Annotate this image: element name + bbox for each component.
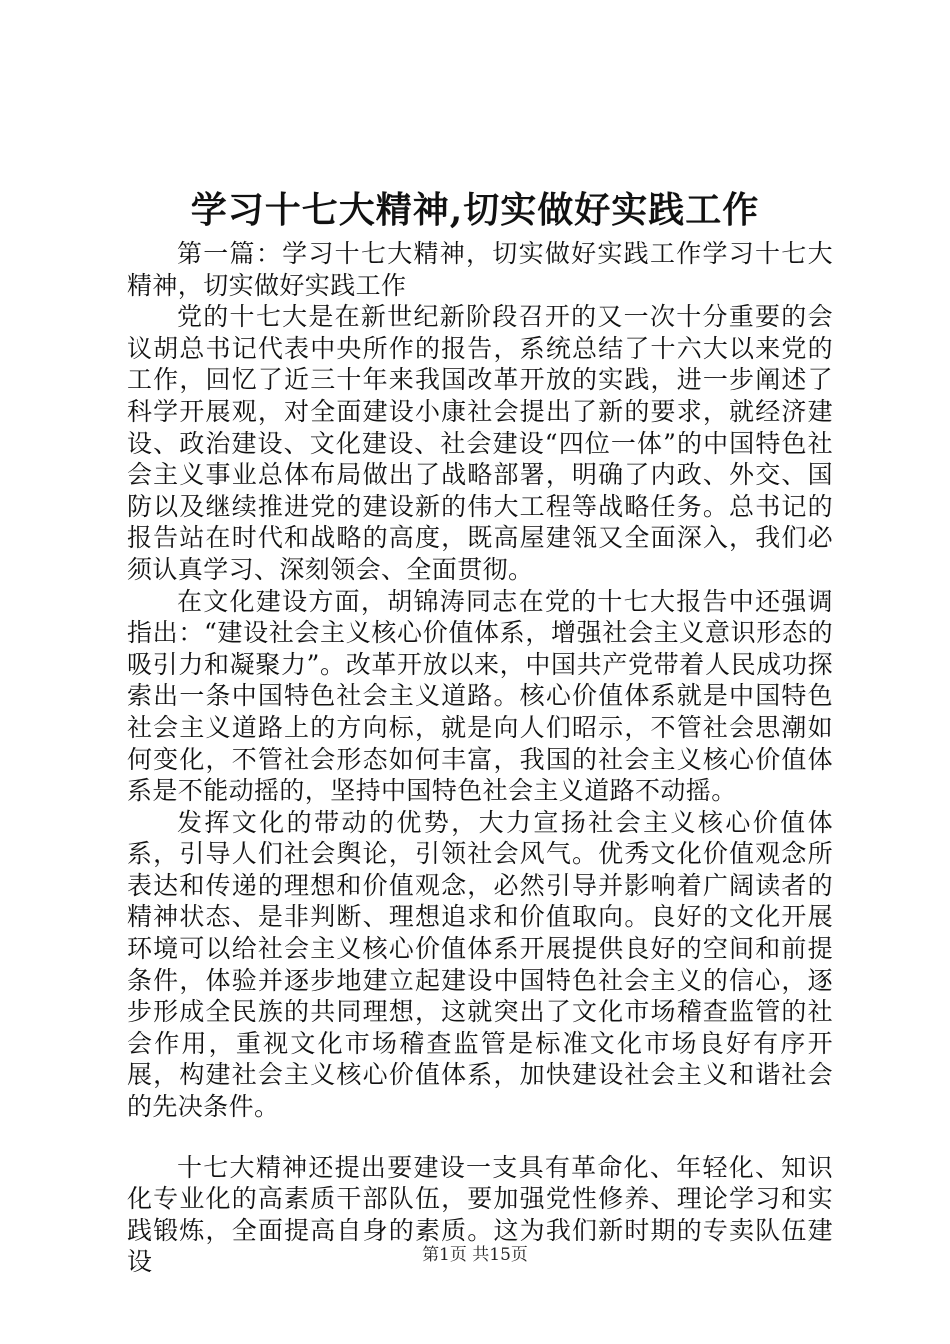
paragraph-culture-advantage: 发挥文化的带动的优势，大力宣扬社会主义核心价值体系，引导人们社会舆论，引领社会风气。优秀文化价值观念所表达和传递的理想和价值观念，必然引导并影响着广阔读者的精神状态、是非判断、理想追求和价值取向。良好的文化开展环境可以给社会主义核心价值体系开展提供良好的空间和前提条件，体验并逐步地建立起建设中国特色社会主义的信心，逐步形成全民族的共同理想，这就突出了文化市场稽查监管的社会作用，重视文化市场稽查监管是标准文化市场良好有序开展，构建社会主义核心价值体系，加快建设社会主义和谐社会的先决条件。 [127, 807, 833, 1122]
paragraph-culture-building: 在文化建设方面，胡锦涛同志在党的十七大报告中还强调指出：“建设社会主义核心价值体系，增强社会主义意识形态的吸引力和凝聚力”。改革开放以来，中国共产党带着人民成功探索出一条中国特色社会主义道路。核心价值体系就是中国特色社会主义道路上的方向标，就是向人们昭示，不管社会思潮如何变化，不管社会形态如何丰富，我国的社会主义核心价值体系是不能动摇的，坚持中国特色社会主义道路不动摇。 [127, 586, 833, 806]
paragraph-report-summary: 党的十七大是在新世纪新阶段召开的又一次十分重要的会议胡总书记代表中央所作的报告，系统总结了十六大以来党的工作，回忆了近三十年来我国改革开放的实践，进一步阐述了科学开展观，对全面建设小康社会提出了新的要求，就经济建设、政治建设、文化建设、社会建设“四位一体”的中国特色社会主义事业总体布局做出了战略部署，明确了内政、外交、国防以及继续推进党的建设新的伟大工程等战略任务。总书记的报告站在时代和战略的高度，既高屋建瓴又全面深入，我们必须认真学习、深刻领会、全面贯彻。 [127, 302, 833, 584]
document-title: 学习十七大精神,切实做好实践工作 [190, 189, 760, 231]
page-number: 第1页 共15页 [422, 1245, 528, 1265]
paragraph-intro: 第一篇：学习十七大精神，切实做好实践工作学习十七大精神，切实做好实践工作 [127, 239, 833, 300]
document-body [127, 238, 833, 1278]
paragraph-cadre-team: 十七大精神还提出要建设一支具有革命化、年轻化、知识化专业化的高素质干部队伍，要加强党性修养、理论学习和实践锻炼，全面提高自身的素质。这为我们新时期的专卖队伍建设 [127, 1152, 833, 1277]
